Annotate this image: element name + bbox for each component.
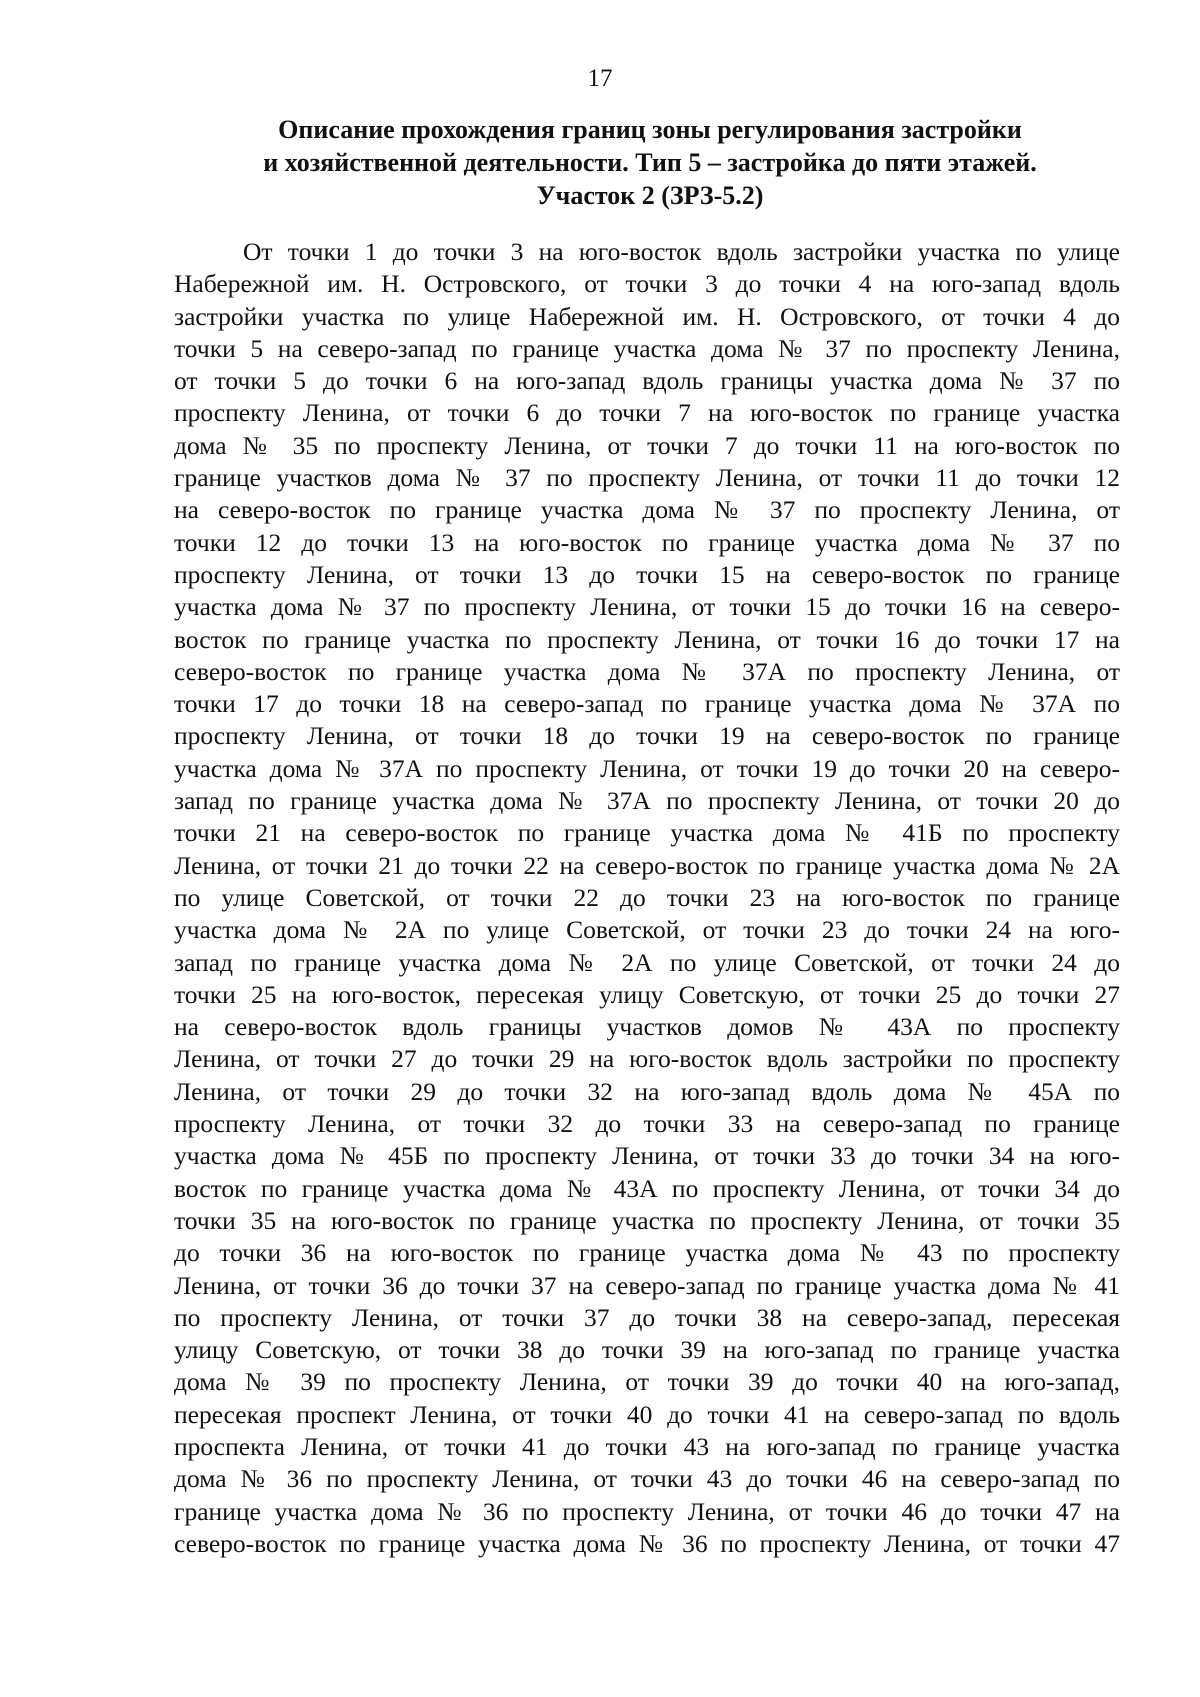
body-line: границе участка дома № 36 по проспекту Ленина, от точки 46 до точки 47 на: [174, 1496, 1120, 1526]
heading-line: Участок 2 (ЗРЗ-5.2): [536, 181, 764, 210]
body-line: северо-восток по границе участка дома № 36 по проспекту Ленина, от точки 47: [174, 1528, 1120, 1558]
body-line: участка дома № 2А по улице Советской, от точки 23 до точки 24 на юго-: [174, 915, 1120, 945]
body-line: участка дома № 37А по проспекту Ленина, от точки 19 до точки 20 на северо-: [174, 753, 1120, 783]
body-line: Ленина, от точки 27 до точки 29 на юго-восток вдоль застройки по проспекту: [174, 1044, 1120, 1074]
body-line: на северо-восток по границе участка дома № 37 по проспекту Ленина, от: [174, 495, 1120, 525]
body-line: восток по границе участка по проспекту Ленина, от точки 16 до точки 17 на: [174, 624, 1120, 654]
body-line: проспекту Ленина, от точки 6 до точки 7 на юго-восток по границе участка: [174, 398, 1120, 428]
section-heading: [172, 113, 1128, 212]
body-line: проспекту Ленина, от точки 32 до точки 33 на северо-запад по границе: [174, 1109, 1120, 1139]
body-line: проспекту Ленина, от точки 18 до точки 19 на северо-восток по границе: [174, 721, 1120, 751]
body-line: запад по границе участка дома № 37А по проспекту Ленина, от точки 20 до: [174, 786, 1120, 816]
body-line: точки 12 до точки 13 на юго-восток по границе участка дома № 37 по: [174, 527, 1120, 557]
body-line: дома № 35 по проспекту Ленина, от точки 7 до точки 11 на юго-восток по: [174, 430, 1120, 460]
body-line: точки 17 до точки 18 на северо-запад по границе участка дома № 37А по: [174, 689, 1120, 719]
body-line: по улице Советской, от точки 22 до точки 23 на юго-восток по границе: [174, 882, 1120, 912]
body-line: участка дома № 45Б по проспекту Ленина, от точки 33 до точки 34 на юго-: [174, 1141, 1120, 1171]
body-line: Ленина, от точки 21 до точки 22 на северо-восток по границе участка дома № 2А: [174, 850, 1120, 880]
body-line: до точки 36 на юго-восток по границе участка дома № 43 по проспекту: [174, 1238, 1120, 1268]
body-line: Набережной им. Н. Островского, от точки 3 до точки 4 на юго-запад вдоль: [174, 269, 1120, 299]
body-line: на северо-восток вдоль границы участков домов № 43А по проспекту: [174, 1012, 1120, 1042]
body-line: От точки 1 до точки 3 на юго-восток вдоль застройки участка по улице: [243, 237, 1120, 266]
body-line: точки 35 на юго-восток по границе участка по проспекту Ленина, от точки 35: [174, 1205, 1120, 1235]
body-line: Ленина, от точки 29 до точки 32 на юго-запад вдоль дома № 45А по: [174, 1076, 1120, 1106]
body-line: запад по границе участка дома № 2А по улице Советской, от точки 24 до: [174, 947, 1120, 977]
body-line: от точки 5 до точки 6 на юго-запад вдоль границы участка дома № 37 по: [174, 366, 1120, 396]
body-line: дома № 39 по проспекту Ленина, от точки 39 до точки 40 на юго-запад,: [174, 1367, 1120, 1397]
body-line: проспекту Ленина, от точки 13 до точки 15 на северо-восток по границе: [174, 559, 1120, 589]
boundary-description: [174, 236, 1120, 1560]
body-line: границе участков дома № 37 по проспекту Ленина, от точки 11 до точки 12: [174, 463, 1120, 493]
body-line: проспекта Ленина, от точки 41 до точки 43 на юго-запад по границе участка: [174, 1431, 1120, 1461]
body-line: Ленина, от точки 36 до точки 37 на северо-запад по границе участка дома № 41: [174, 1270, 1120, 1300]
heading-line: Описание прохождения границ зоны регулирования застройки: [278, 115, 1022, 144]
body-line: точки 21 на северо-восток по границе участка дома № 41Б по проспекту: [174, 818, 1120, 848]
body-line: участка дома № 37 по проспекту Ленина, от точки 15 до точки 16 на северо-: [174, 592, 1120, 622]
body-line: дома № 36 по проспекту Ленина, от точки 43 до точки 46 на северо-запад по: [174, 1464, 1120, 1494]
body-line: пересекая проспект Ленина, от точки 40 до точки 41 на северо-запад по вдоль: [174, 1399, 1120, 1429]
body-line: точки 25 на юго-восток, пересекая улицу Советскую, от точки 25 до точки 27: [174, 979, 1120, 1009]
body-line: улицу Советскую, от точки 38 до точки 39 на юго-запад по границе участка: [174, 1335, 1120, 1365]
page-number: 17: [587, 65, 613, 92]
body-line: застройки участка по улице Набережной им. Н. Островского, от точки 4 до: [174, 301, 1120, 331]
body-line: точки 5 на северо-запад по границе участка дома № 37 по проспекту Ленина,: [174, 333, 1120, 363]
body-line: восток по границе участка дома № 43А по проспекту Ленина, от точки 34 до: [174, 1173, 1120, 1203]
body-line: по проспекту Ленина, от точки 37 до точки 38 на северо-запад, пересекая: [174, 1302, 1120, 1332]
heading-line: и хозяйственной деятельности. Тип 5 – застройка до пяти этажей.: [263, 148, 1037, 177]
body-line: северо-восток по границе участка дома № 37А по проспекту Ленина, от: [174, 656, 1120, 686]
